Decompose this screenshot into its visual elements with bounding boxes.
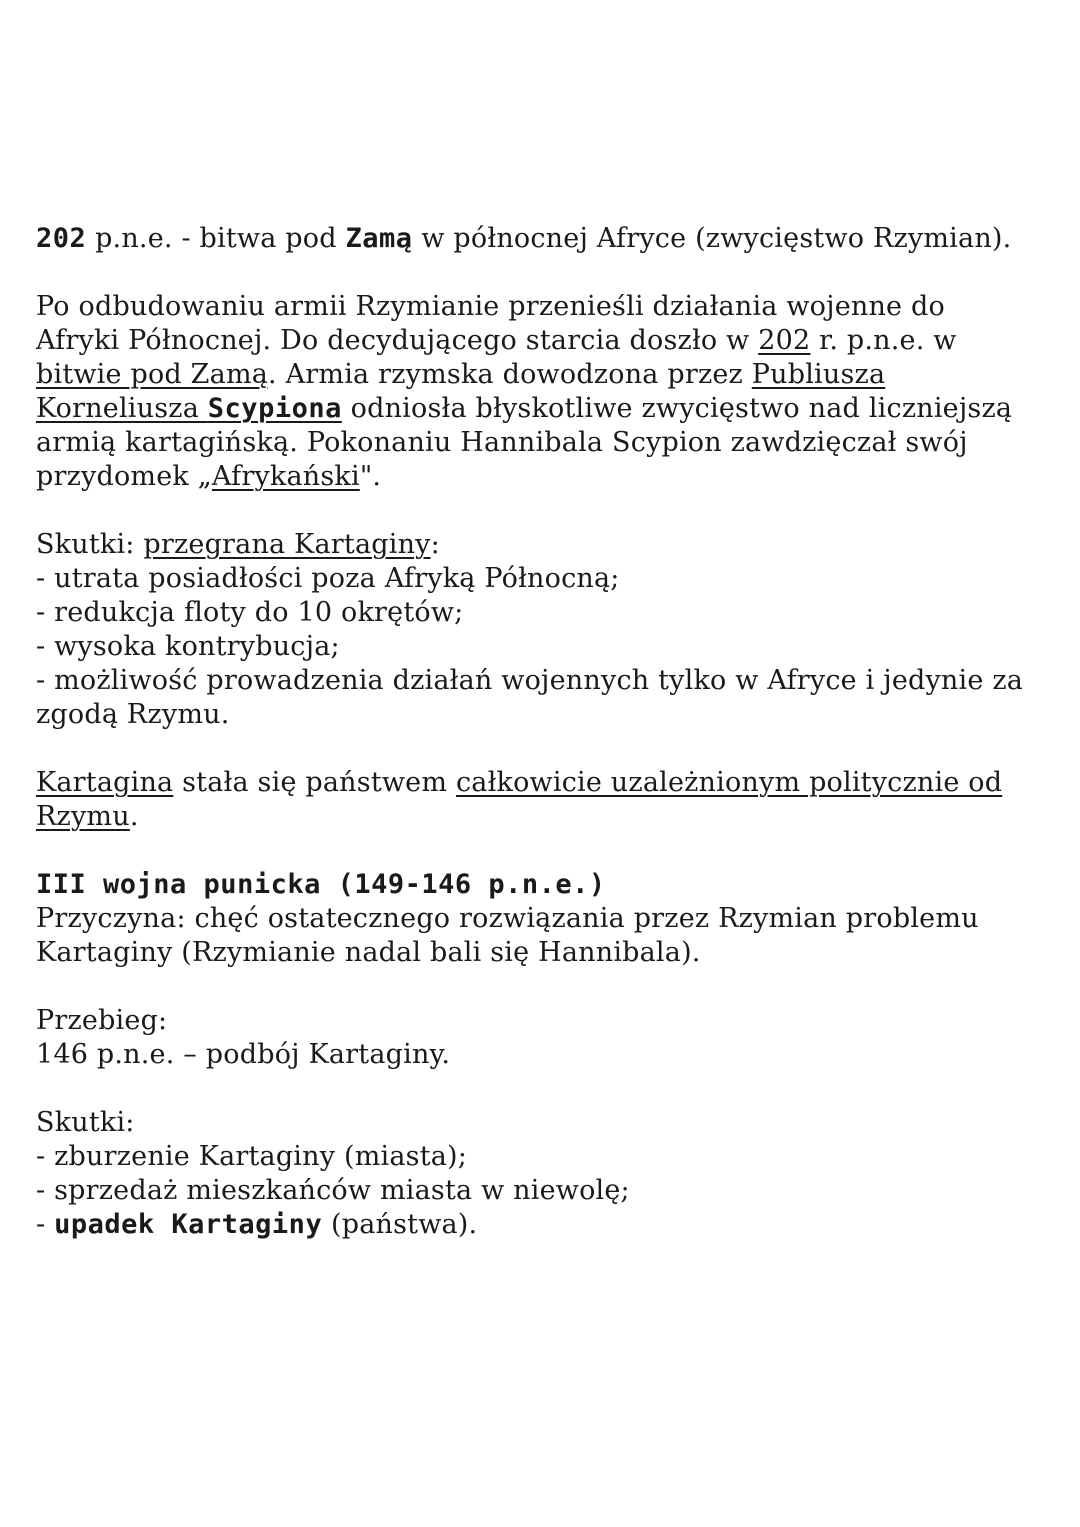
paragraph-zama-battle: Po odbudowaniu armii Rzymianie przenieśli działania wojenne do Afryki Północnej. Do decydującego starcia doszło w 202 r. p.n.e. w bitwie pod Zamą. Armia rzymska dowodzona przez Publiusza Korneliusza Scypiona odniosła błyskotliwe zwycięstwo nad liczniejszą armią kartagińską. Pokonaniu Hannibala Scypion zawdzięczał swój przydomek „Afrykański". bbox=[36, 291, 1013, 492]
name-scypiona: Scypiona bbox=[207, 393, 342, 424]
course-section: Przebieg: 146 p.n.e. – podbój Kartaginy. bbox=[36, 1005, 451, 1070]
list-item: - redukcja floty do 10 okrętów; bbox=[36, 597, 464, 628]
year-202: 202 bbox=[36, 223, 87, 254]
list-item: - upadek Kartaginy (państwa). bbox=[36, 1209, 478, 1240]
list-item: - wysoka kontrybucja; bbox=[36, 631, 340, 662]
third-punic-war: III wojna punicka (149-146 p.n.e.) Przyczyna: chęć ostatecznego rozwiązania przez Rzymian problemu Kartaginy (Rzymianie nadal bali się Hannibala). bbox=[36, 868, 1046, 970]
place-zama: Zamą bbox=[345, 223, 413, 254]
list-item: - sprzedaż mieszkańców miasta w niewolę; bbox=[36, 1175, 630, 1206]
list-item: - możliwość prowadzenia działań wojennych tylko w Afryce i jedynie za bbox=[36, 665, 1024, 696]
list-item-continuation: zgodą Rzymu. bbox=[36, 699, 230, 730]
document-page bbox=[36, 222, 1046, 1242]
list-item: - zburzenie Kartaginy (miasta); bbox=[36, 1141, 468, 1172]
list-item: - utrata posiadłości poza Afryką Północną; bbox=[36, 563, 620, 594]
zama-summary: 202 p.n.e. - bitwa pod Zamą w północnej Afryce (zwycięstwo Rzymian). bbox=[36, 223, 1012, 254]
effects-second-war: Skutki: przegrana Kartaginy: - utrata posiadłości poza Afryką Północną; - redukcja floty do 10 okrętów; - wysoka kontrybucja; - możliwość prowadzenia działań wojennych tylko w Afryce i jedynie za zgodą Rzymu. bbox=[36, 528, 1046, 732]
section-heading: III wojna punicka (149-146 p.n.e.) bbox=[36, 869, 606, 900]
dependence-statement: Kartagina stała się państwem całkowicie uzależnionym politycznie od Rzymu. bbox=[36, 767, 1003, 832]
effects-third-war: Skutki: - zburzenie Kartaginy (miasta); - sprzedaż mieszkańców miasta w niewolę; - upadek Kartaginy (państwa). bbox=[36, 1106, 1046, 1242]
